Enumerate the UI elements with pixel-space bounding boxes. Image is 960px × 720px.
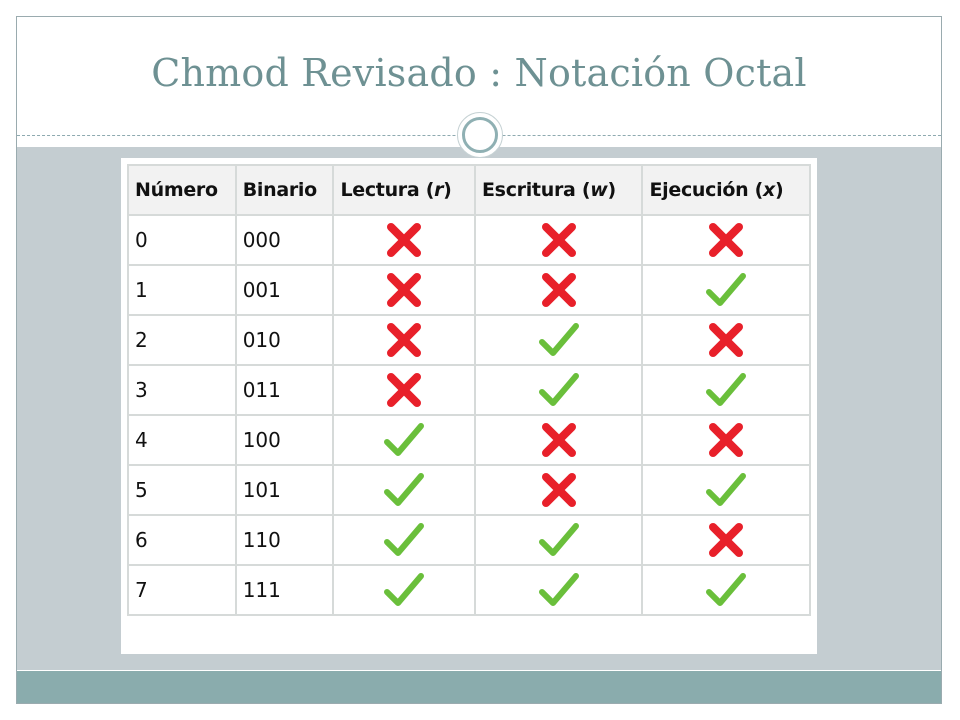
cell-perm-w	[475, 465, 642, 515]
cell-perm-x	[642, 515, 810, 565]
circle-ring	[462, 117, 498, 153]
permissions-table-panel	[121, 158, 817, 654]
check-icon	[704, 470, 748, 510]
cell-number: 1	[128, 265, 236, 315]
cell-perm-x	[642, 215, 810, 265]
cell-perm-w	[475, 565, 642, 615]
cell-perm-x	[642, 265, 810, 315]
cell-perm-r	[333, 515, 475, 565]
cell-perm-r	[333, 215, 475, 265]
cell-number: 6	[128, 515, 236, 565]
cell-number: 0	[128, 215, 236, 265]
check-icon	[537, 570, 581, 610]
table-body	[128, 215, 810, 615]
header-exec-label: Ejecución (	[649, 179, 764, 201]
cell-perm-r	[333, 315, 475, 365]
header-write-close: )	[607, 179, 616, 201]
cell-number: 7	[128, 565, 236, 615]
check-icon	[704, 270, 748, 310]
cell-perm-x	[642, 465, 810, 515]
check-icon	[537, 520, 581, 560]
cell-perm-x	[642, 565, 810, 615]
cell-binary: 010	[236, 315, 334, 365]
table-row	[128, 315, 810, 365]
cell-number: 3	[128, 365, 236, 415]
cross-icon	[382, 220, 426, 260]
header-exec-close: )	[774, 179, 784, 201]
cell-binary: 000	[236, 215, 334, 265]
check-icon	[537, 320, 581, 360]
header-read-letter: r	[434, 179, 444, 201]
cross-icon	[382, 370, 426, 410]
cell-perm-w	[475, 415, 642, 465]
cell-perm-w	[475, 365, 642, 415]
table-row	[128, 415, 810, 465]
check-icon	[704, 370, 748, 410]
cell-perm-r	[333, 365, 475, 415]
cross-icon	[704, 420, 748, 460]
cross-icon	[537, 220, 581, 260]
table-row	[128, 365, 810, 415]
check-icon	[382, 470, 426, 510]
table-row	[128, 465, 810, 515]
permissions-table	[127, 164, 811, 616]
cell-perm-w	[475, 265, 642, 315]
cell-binary: 011	[236, 365, 334, 415]
header-number: Número	[128, 165, 236, 215]
header-read	[333, 165, 475, 215]
header-write	[475, 165, 642, 215]
check-icon	[382, 570, 426, 610]
header-binary: Binario	[236, 165, 334, 215]
cross-icon	[537, 420, 581, 460]
cell-perm-r	[333, 565, 475, 615]
table-row	[128, 215, 810, 265]
cross-icon	[704, 320, 748, 360]
header-exec	[642, 165, 810, 215]
table-header-row	[128, 165, 810, 215]
cell-number: 5	[128, 465, 236, 515]
footer-bar	[17, 671, 941, 703]
cell-perm-x	[642, 315, 810, 365]
circle-ornament-icon	[457, 112, 503, 158]
table-row	[128, 265, 810, 315]
cross-icon	[382, 270, 426, 310]
cross-icon	[704, 220, 748, 260]
cell-perm-r	[333, 265, 475, 315]
cell-binary: 111	[236, 565, 334, 615]
cell-perm-x	[642, 415, 810, 465]
check-icon	[382, 520, 426, 560]
cross-icon	[382, 320, 426, 360]
cell-perm-r	[333, 465, 475, 515]
cross-icon	[537, 470, 581, 510]
slide	[16, 16, 942, 704]
cell-perm-w	[475, 215, 642, 265]
cell-binary: 101	[236, 465, 334, 515]
cell-binary: 001	[236, 265, 334, 315]
check-icon	[382, 420, 426, 460]
cell-perm-w	[475, 515, 642, 565]
cell-perm-x	[642, 365, 810, 415]
cell-binary: 110	[236, 515, 334, 565]
cell-perm-r	[333, 415, 475, 465]
cell-number: 2	[128, 315, 236, 365]
table-row	[128, 515, 810, 565]
header-read-label: Lectura (	[340, 179, 435, 201]
header-exec-letter: x	[763, 179, 775, 201]
cross-icon	[537, 270, 581, 310]
header-write-label: Escritura (	[482, 179, 591, 201]
check-icon	[537, 370, 581, 410]
cell-perm-w	[475, 315, 642, 365]
header-write-letter: w	[590, 179, 608, 201]
header-read-close: )	[443, 179, 452, 201]
check-icon	[704, 570, 748, 610]
cell-number: 4	[128, 415, 236, 465]
cross-icon	[704, 520, 748, 560]
cell-binary: 100	[236, 415, 334, 465]
table-row	[128, 565, 810, 615]
slide-title: Chmod Revisado : Notación Octal	[151, 51, 807, 95]
